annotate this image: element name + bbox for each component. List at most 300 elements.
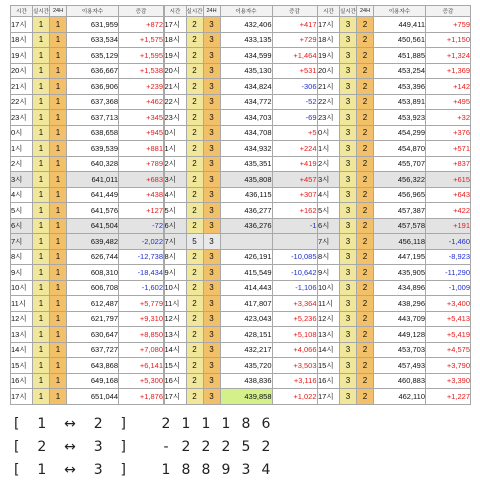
h24-rank-cell: 1	[50, 125, 67, 141]
users-cell: 641,504	[67, 218, 119, 234]
table-row	[318, 79, 471, 95]
change-cell: -1,460	[426, 234, 471, 250]
change-cell: +3,390	[426, 373, 471, 389]
users-cell: 456,118	[374, 234, 426, 250]
table-row	[164, 358, 317, 374]
time-cell: 3시	[318, 172, 340, 188]
users-cell: 417,807	[220, 296, 272, 312]
h24-rank-cell: 1	[50, 327, 67, 343]
h24-rank-cell: 3	[203, 48, 220, 64]
change-cell: +457	[272, 172, 317, 188]
time-cell: 7시	[164, 234, 186, 250]
users-cell: 432,217	[220, 342, 272, 358]
realtime-rank-cell: 1	[33, 32, 50, 48]
realtime-rank-cell: 2	[186, 172, 203, 188]
realtime-rank-cell: 2	[186, 358, 203, 374]
change-cell: +683	[119, 172, 164, 188]
swap-arrow-icon: ↔	[64, 415, 76, 432]
users-cell: 641,576	[67, 203, 119, 219]
users-cell: 415,549	[220, 265, 272, 281]
table-row	[318, 327, 471, 343]
bracket-open: [	[14, 415, 20, 432]
change-cell: +5,419	[426, 327, 471, 343]
time-cell: 20시	[318, 63, 340, 79]
h24-rank-cell: 2	[357, 311, 374, 327]
change-cell: +462	[119, 94, 164, 110]
realtime-rank-cell: 2	[186, 249, 203, 265]
header-change: 증감	[426, 6, 471, 17]
change-cell: -10,642	[272, 265, 317, 281]
change-cell: +615	[426, 172, 471, 188]
change-cell: +1,324	[426, 48, 471, 64]
table-row	[318, 187, 471, 203]
difference-summary	[14, 412, 464, 481]
realtime-rank-cell: 3	[340, 296, 357, 312]
change-cell: +881	[119, 141, 164, 157]
rank-b: 2	[93, 415, 103, 432]
time-cell: 19시	[11, 48, 33, 64]
change-cell: +1,022	[272, 389, 317, 405]
h24-rank-cell: 3	[203, 17, 220, 33]
change-cell: -2,022	[119, 234, 164, 250]
digit: 2	[161, 415, 171, 432]
time-cell: 2시	[11, 156, 33, 172]
digit: 4	[261, 461, 271, 478]
realtime-rank-cell: 2	[186, 141, 203, 157]
difference-digits	[156, 462, 276, 478]
time-cell: 7시	[318, 234, 340, 250]
table-row	[11, 358, 164, 374]
h24-rank-cell: 1	[50, 141, 67, 157]
realtime-rank-cell: 3	[340, 249, 357, 265]
ranking-table	[10, 5, 164, 405]
h24-rank-cell: 2	[357, 48, 374, 64]
time-cell: 18시	[11, 32, 33, 48]
header-time: 시간	[11, 6, 33, 17]
table-row	[11, 218, 164, 234]
time-cell: 16시	[11, 373, 33, 389]
users-cell: 462,110	[374, 389, 426, 405]
time-cell: 21시	[318, 79, 340, 95]
users-cell: 455,707	[374, 156, 426, 172]
time-cell: 1시	[318, 141, 340, 157]
h24-rank-cell: 1	[50, 389, 67, 405]
time-cell: 17시	[164, 17, 186, 33]
h24-rank-cell: 2	[357, 218, 374, 234]
realtime-rank-cell: 1	[33, 389, 50, 405]
change-cell: -1	[272, 218, 317, 234]
table-row	[318, 17, 471, 33]
users-cell: 453,254	[374, 63, 426, 79]
time-cell: 10시	[11, 280, 33, 296]
time-cell: 12시	[164, 311, 186, 327]
change-cell: +571	[426, 141, 471, 157]
h24-rank-cell: 1	[50, 280, 67, 296]
users-cell: 608,310	[67, 265, 119, 281]
users-cell: 638,658	[67, 125, 119, 141]
users-cell: 635,129	[67, 48, 119, 64]
realtime-rank-cell: 2	[186, 389, 203, 405]
rank-b: 3	[93, 461, 103, 478]
h24-rank-cell: 1	[50, 249, 67, 265]
time-cell: 14시	[164, 342, 186, 358]
table-row	[11, 296, 164, 312]
change-cell: +495	[426, 94, 471, 110]
realtime-rank-cell: 3	[340, 94, 357, 110]
change-cell: +345	[119, 110, 164, 126]
table-row	[164, 48, 317, 64]
digit: 2	[221, 438, 231, 455]
realtime-rank-cell: 1	[33, 17, 50, 33]
users-cell: 651,044	[67, 389, 119, 405]
users-cell: 641,011	[67, 172, 119, 188]
users-cell: 451,885	[374, 48, 426, 64]
table-row	[164, 327, 317, 343]
h24-rank-cell: 1	[50, 218, 67, 234]
h24-rank-cell: 3	[203, 358, 220, 374]
users-cell: 449,411	[374, 17, 426, 33]
header-24h: 24H	[50, 6, 67, 17]
realtime-rank-cell: 2	[186, 327, 203, 343]
time-cell: 8시	[11, 249, 33, 265]
h24-rank-cell: 3	[203, 203, 220, 219]
header-users: 이용자수	[67, 6, 119, 17]
table-row	[164, 249, 317, 265]
change-cell: +4,575	[426, 342, 471, 358]
h24-rank-cell: 3	[203, 187, 220, 203]
change-cell: +3,790	[426, 358, 471, 374]
time-cell: 17시	[318, 389, 340, 405]
users-cell: 438,836	[220, 373, 272, 389]
realtime-rank-cell: 3	[340, 187, 357, 203]
users-cell: 436,277	[220, 203, 272, 219]
change-cell: +307	[272, 187, 317, 203]
digit: -	[163, 438, 169, 455]
time-cell: 16시	[318, 373, 340, 389]
realtime-rank-cell: 2	[186, 280, 203, 296]
users-cell: 639,482	[67, 234, 119, 250]
h24-rank-cell: 2	[357, 79, 374, 95]
table-row	[11, 249, 164, 265]
change-cell: +1,876	[119, 389, 164, 405]
realtime-rank-cell: 3	[340, 79, 357, 95]
users-cell: 447,195	[374, 249, 426, 265]
table-row	[164, 373, 317, 389]
h24-rank-cell: 3	[203, 342, 220, 358]
realtime-rank-cell: 1	[33, 327, 50, 343]
time-cell: 20시	[164, 63, 186, 79]
swap-arrow-icon: ↔	[64, 461, 76, 478]
table-row	[164, 311, 317, 327]
change-cell: +1,227	[426, 389, 471, 405]
users-cell: 460,883	[374, 373, 426, 389]
h24-rank-cell: 2	[357, 342, 374, 358]
change-cell: +759	[426, 17, 471, 33]
table-row	[164, 280, 317, 296]
table-row	[318, 280, 471, 296]
users-cell: 428,151	[220, 327, 272, 343]
table-row	[318, 389, 471, 405]
realtime-rank-cell: 3	[340, 110, 357, 126]
users-cell: 456,322	[374, 172, 426, 188]
realtime-rank-cell: 3	[340, 156, 357, 172]
users-cell: 649,168	[67, 373, 119, 389]
rank-a: 1	[37, 415, 47, 432]
h24-rank-cell: 1	[50, 203, 67, 219]
users-cell	[220, 234, 272, 250]
table-row	[164, 141, 317, 157]
change-cell: +945	[119, 125, 164, 141]
table-row	[318, 110, 471, 126]
difference-digits	[156, 416, 276, 432]
h24-rank-cell: 1	[50, 265, 67, 281]
table-row	[318, 218, 471, 234]
realtime-rank-cell: 1	[33, 234, 50, 250]
table-row	[318, 203, 471, 219]
h24-rank-cell: 1	[50, 79, 67, 95]
ranking-table	[164, 5, 318, 405]
time-cell: 20시	[11, 63, 33, 79]
time-cell: 0시	[11, 125, 33, 141]
realtime-rank-cell: 1	[33, 373, 50, 389]
table-row	[164, 265, 317, 281]
table-row	[164, 63, 317, 79]
h24-rank-cell: 2	[357, 32, 374, 48]
table-row	[164, 389, 317, 405]
table-row	[11, 156, 164, 172]
time-cell: 22시	[318, 94, 340, 110]
table-row	[318, 94, 471, 110]
h24-rank-cell: 2	[357, 234, 374, 250]
time-cell: 23시	[164, 110, 186, 126]
realtime-rank-cell: 2	[186, 125, 203, 141]
table-row	[164, 342, 317, 358]
realtime-rank-cell: 2	[186, 48, 203, 64]
time-cell: 8시	[318, 249, 340, 265]
digit: 6	[261, 415, 271, 432]
header-realtime: 실시간	[186, 6, 203, 17]
time-cell: 11시	[318, 296, 340, 312]
users-cell: 435,905	[374, 265, 426, 281]
users-cell: 454,299	[374, 125, 426, 141]
realtime-rank-cell: 3	[340, 17, 357, 33]
time-cell: 10시	[164, 280, 186, 296]
h24-rank-cell: 3	[203, 172, 220, 188]
realtime-rank-cell: 1	[33, 187, 50, 203]
change-cell: +224	[272, 141, 317, 157]
time-cell: 9시	[11, 265, 33, 281]
h24-rank-cell: 2	[357, 265, 374, 281]
users-cell: 434,896	[374, 280, 426, 296]
realtime-rank-cell: 1	[33, 141, 50, 157]
h24-rank-cell: 2	[357, 17, 374, 33]
table-row	[318, 373, 471, 389]
users-cell: 414,443	[220, 280, 272, 296]
users-cell: 435,720	[220, 358, 272, 374]
table-row	[11, 125, 164, 141]
change-cell: +643	[426, 187, 471, 203]
h24-rank-cell: 2	[357, 172, 374, 188]
realtime-rank-cell: 1	[33, 110, 50, 126]
time-cell: 22시	[11, 94, 33, 110]
users-cell: 454,870	[374, 141, 426, 157]
header-change: 증감	[119, 6, 164, 17]
table-row	[318, 265, 471, 281]
h24-rank-cell: 1	[50, 110, 67, 126]
table-row	[318, 311, 471, 327]
h24-rank-cell: 2	[357, 94, 374, 110]
h24-rank-cell: 3	[203, 234, 220, 250]
change-cell: -11,290	[426, 265, 471, 281]
realtime-rank-cell: 1	[33, 280, 50, 296]
users-cell: 641,449	[67, 187, 119, 203]
h24-rank-cell: 3	[203, 389, 220, 405]
digit: 9	[221, 461, 231, 478]
users-cell: 606,708	[67, 280, 119, 296]
realtime-rank-cell: 1	[33, 203, 50, 219]
users-cell: 453,923	[374, 110, 426, 126]
h24-rank-cell: 2	[357, 327, 374, 343]
time-cell: 17시	[318, 17, 340, 33]
change-cell: +5,236	[272, 311, 317, 327]
users-cell: 626,744	[67, 249, 119, 265]
change-cell: +789	[119, 156, 164, 172]
h24-rank-cell: 3	[203, 79, 220, 95]
time-cell: 21시	[164, 79, 186, 95]
table-row	[164, 125, 317, 141]
change-cell: -12,738	[119, 249, 164, 265]
change-cell: +3,116	[272, 373, 317, 389]
change-cell: +837	[426, 156, 471, 172]
users-cell: 630,647	[67, 327, 119, 343]
h24-rank-cell: 3	[203, 373, 220, 389]
table-row	[318, 358, 471, 374]
table-row	[11, 32, 164, 48]
h24-rank-cell: 2	[357, 63, 374, 79]
realtime-rank-cell: 1	[33, 342, 50, 358]
table-row	[164, 234, 317, 250]
time-cell: 23시	[318, 110, 340, 126]
digit: 8	[181, 461, 191, 478]
time-cell: 1시	[164, 141, 186, 157]
realtime-rank-cell: 1	[33, 311, 50, 327]
change-cell: +1,575	[119, 32, 164, 48]
change-cell: +5,108	[272, 327, 317, 343]
h24-rank-cell: 3	[203, 94, 220, 110]
header-24h: 24H	[357, 6, 374, 17]
h24-rank-cell: 3	[203, 249, 220, 265]
realtime-rank-cell: 3	[340, 358, 357, 374]
time-cell: 11시	[11, 296, 33, 312]
change-cell: +142	[426, 79, 471, 95]
users-cell: 436,115	[220, 187, 272, 203]
time-cell: 17시	[11, 17, 33, 33]
time-cell: 9시	[164, 265, 186, 281]
time-cell: 5시	[11, 203, 33, 219]
h24-rank-cell: 3	[203, 125, 220, 141]
h24-rank-cell: 1	[50, 94, 67, 110]
users-cell: 457,387	[374, 203, 426, 219]
summary-row	[14, 435, 464, 458]
h24-rank-cell: 3	[203, 63, 220, 79]
table-header	[164, 6, 317, 17]
header-24h: 24H	[203, 6, 220, 17]
users-cell: 637,713	[67, 110, 119, 126]
change-cell: +1,595	[119, 48, 164, 64]
users-cell: 434,599	[220, 48, 272, 64]
realtime-rank-cell: 1	[33, 125, 50, 141]
table-header	[11, 6, 164, 17]
realtime-rank-cell: 2	[186, 17, 203, 33]
header-realtime: 실시간	[340, 6, 357, 17]
h24-rank-cell: 3	[203, 32, 220, 48]
digit: 2	[201, 438, 211, 455]
users-cell: 639,539	[67, 141, 119, 157]
users-cell: 457,493	[374, 358, 426, 374]
realtime-rank-cell: 3	[340, 234, 357, 250]
users-cell: 438,296	[374, 296, 426, 312]
header-users: 이용자수	[220, 6, 272, 17]
time-cell: 2시	[318, 156, 340, 172]
change-cell: +32	[426, 110, 471, 126]
users-cell: 426,191	[220, 249, 272, 265]
realtime-rank-cell: 1	[33, 249, 50, 265]
table-row	[11, 342, 164, 358]
realtime-rank-cell: 2	[186, 79, 203, 95]
time-cell: 14시	[318, 342, 340, 358]
realtime-rank-cell: 2	[186, 342, 203, 358]
table-row	[11, 172, 164, 188]
h24-rank-cell: 3	[203, 141, 220, 157]
h24-rank-cell: 1	[50, 187, 67, 203]
users-cell: 433,135	[220, 32, 272, 48]
table-row	[11, 280, 164, 296]
difference-digits	[156, 439, 276, 455]
change-cell: -52	[272, 94, 317, 110]
table-row	[11, 327, 164, 343]
realtime-rank-cell: 1	[33, 48, 50, 64]
h24-rank-cell: 2	[357, 249, 374, 265]
realtime-rank-cell: 3	[340, 311, 357, 327]
realtime-rank-cell: 5	[186, 234, 203, 250]
users-cell: 637,727	[67, 342, 119, 358]
time-cell: 14시	[11, 342, 33, 358]
users-cell: 636,667	[67, 63, 119, 79]
change-cell: +1,538	[119, 63, 164, 79]
bracket-close: ]	[120, 415, 126, 432]
table-row	[11, 110, 164, 126]
realtime-rank-cell: 1	[33, 94, 50, 110]
rank-pair	[14, 462, 126, 478]
realtime-rank-cell: 1	[33, 63, 50, 79]
realtime-rank-cell: 3	[340, 373, 357, 389]
realtime-rank-cell: 2	[186, 94, 203, 110]
h24-rank-cell: 1	[50, 373, 67, 389]
change-cell: -72	[119, 218, 164, 234]
time-cell: 2시	[164, 156, 186, 172]
realtime-rank-cell: 1	[33, 358, 50, 374]
users-cell: 435,351	[220, 156, 272, 172]
change-cell: +3,364	[272, 296, 317, 312]
h24-rank-cell: 2	[357, 358, 374, 374]
header-realtime: 실시간	[33, 6, 50, 17]
table-row	[318, 342, 471, 358]
change-cell: -18,434	[119, 265, 164, 281]
change-cell	[272, 234, 317, 250]
table-row	[318, 156, 471, 172]
change-cell: +1,464	[272, 48, 317, 64]
h24-rank-cell: 1	[50, 296, 67, 312]
